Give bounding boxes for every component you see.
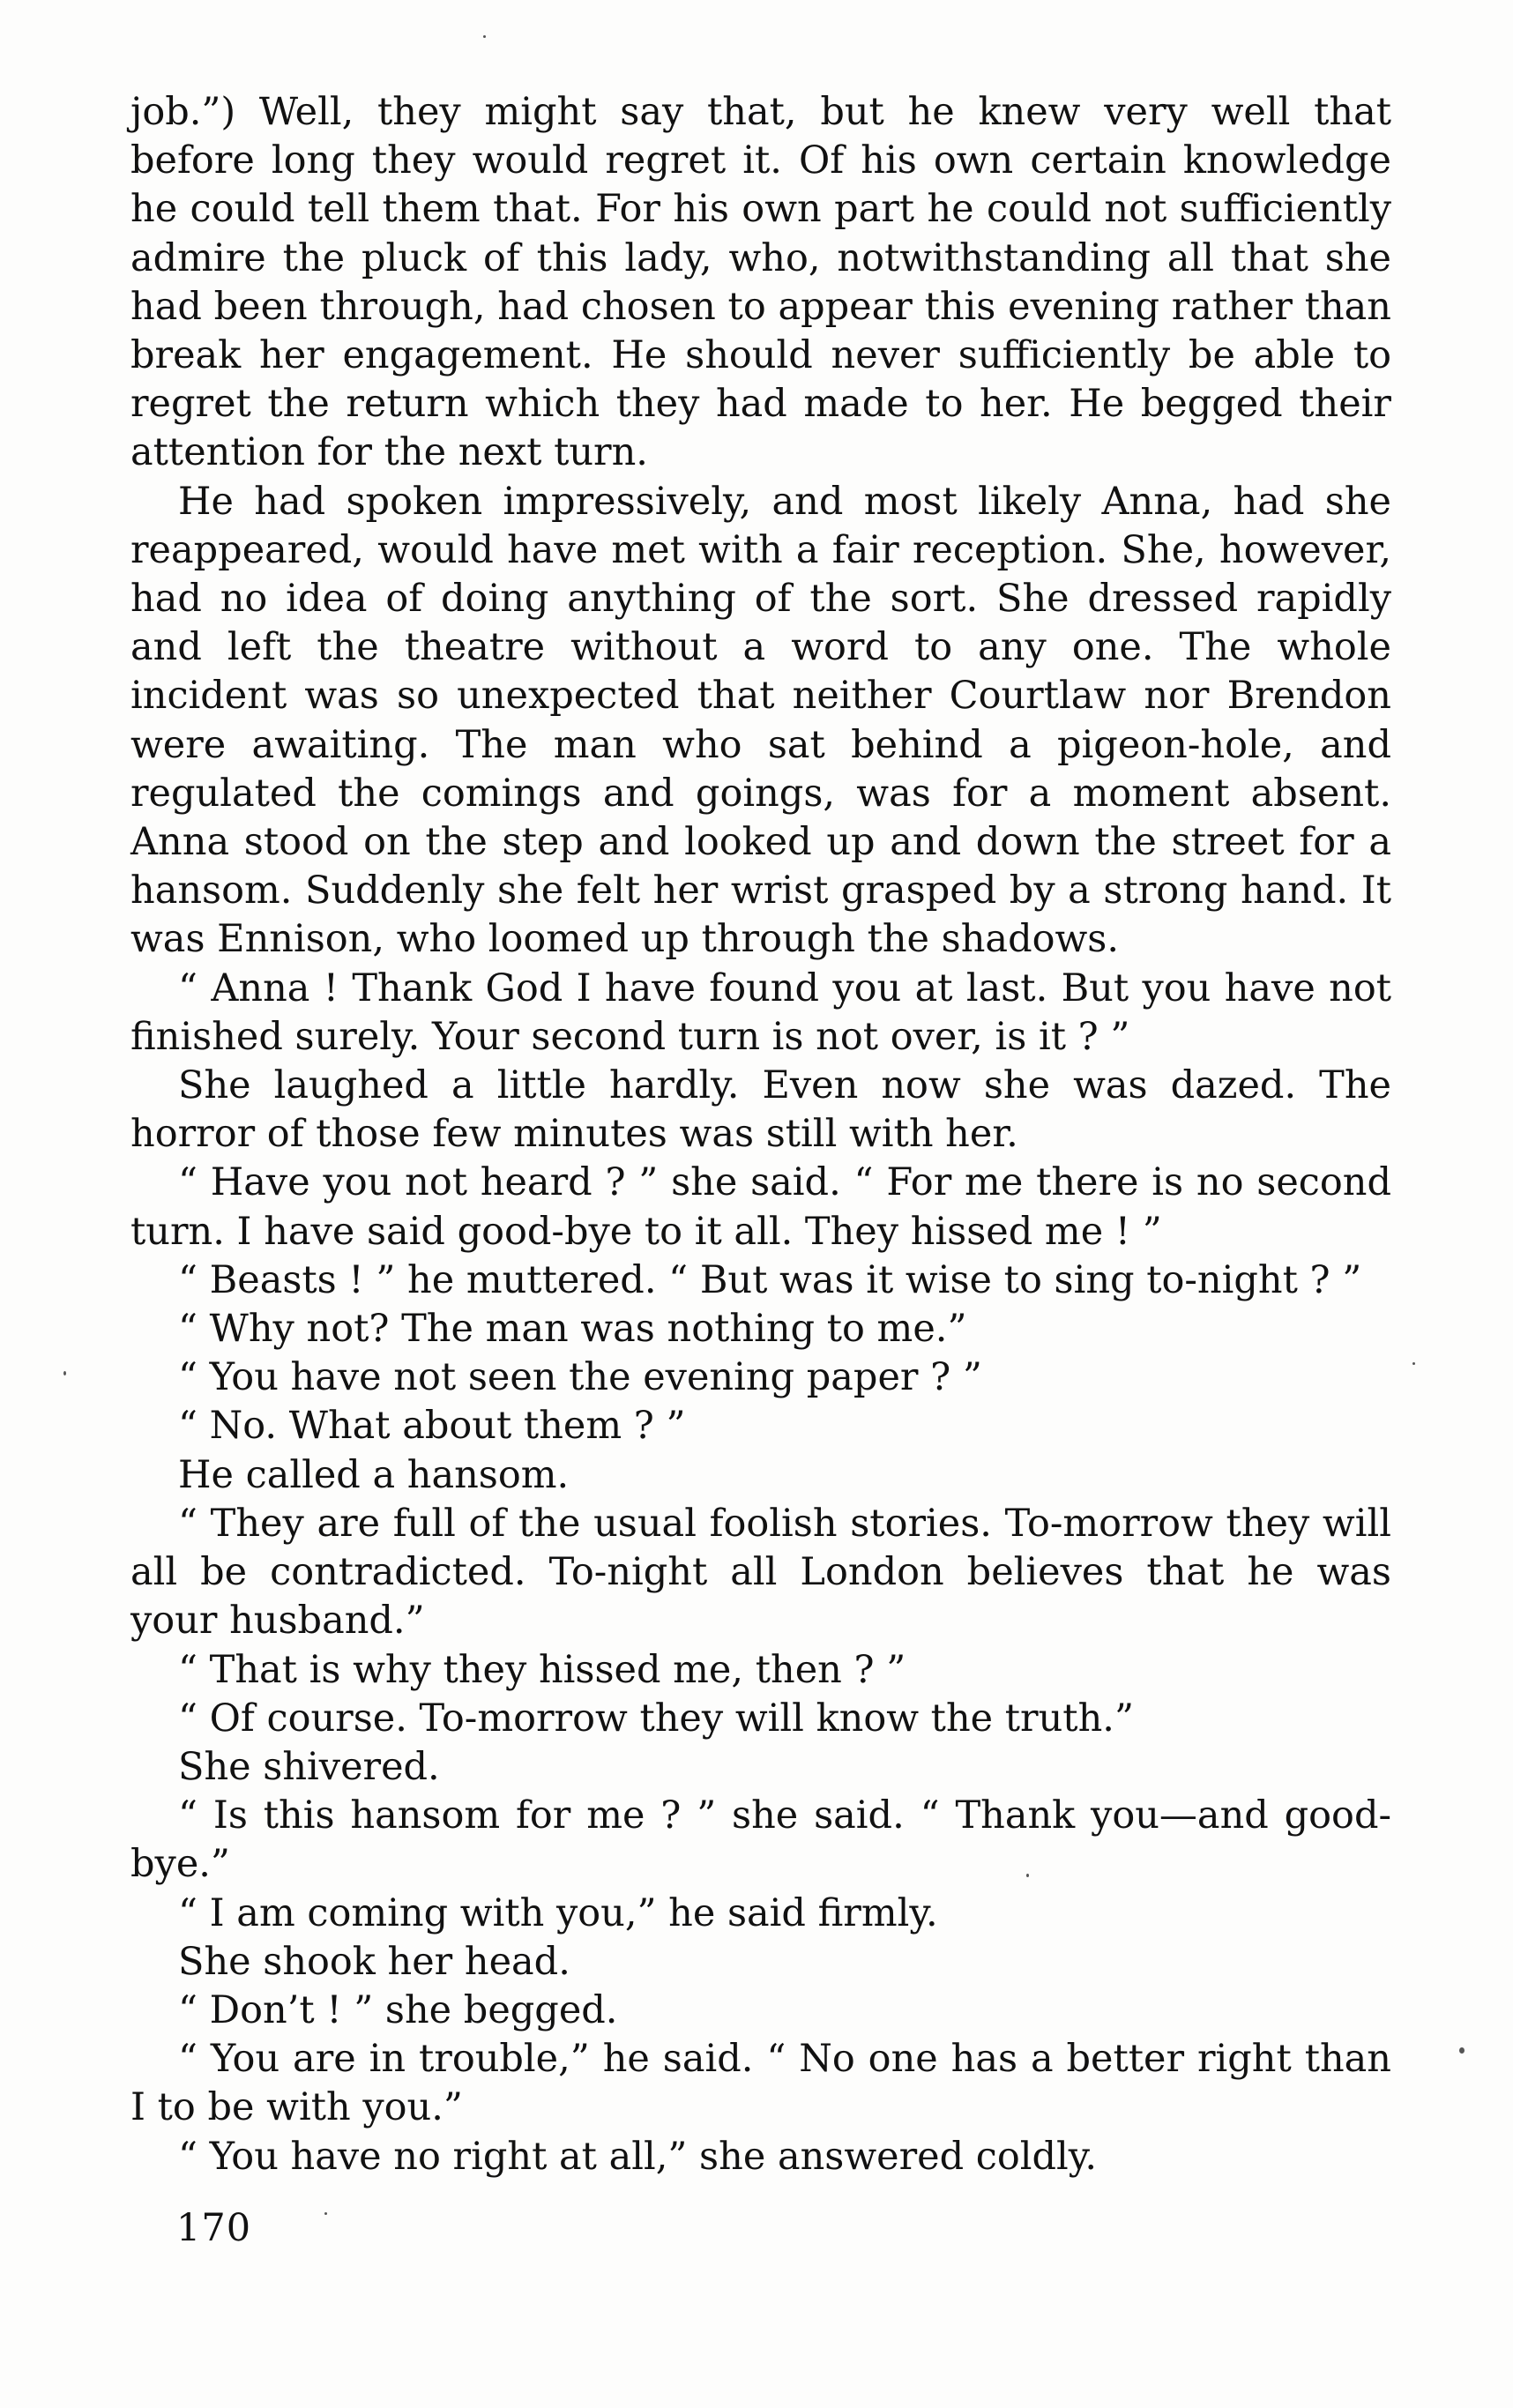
paragraph: He called a hansom. bbox=[178, 1452, 570, 1497]
paragraph: He had spoken impressively, and most likely Anna, had she reappeared, would have met with a fair reception. She, however, had no idea of doing anything of the sort. She dressed rapidly and left the theatre without a word to any one. The whole incident was so unexpected that neither Courtlaw nor Brendon were awaiting. The man who sat behind a pigeon-hole, and regulated the comings and goings, was for a moment absent. Anna stood on the step and looked up and down the street for a hansom. Suddenly she felt her wrist grasped by a strong hand. It was Ennison, who loomed up through the shadows. bbox=[130, 479, 1391, 962]
paragraph: “ Have you not heard ? ” she said. “ For me there is no second turn. I have said good-bye to it all. They hissed me ! ” bbox=[130, 1160, 1391, 1254]
body-text bbox=[130, 88, 1391, 2181]
paragraph: “ No. What about them ? ” bbox=[178, 1404, 686, 1449]
print-speck bbox=[1459, 2047, 1465, 2054]
paragraph: “ You are in trouble,” he said. “ No one has a better right than I to be with you.” bbox=[130, 2037, 1391, 2130]
paragraph: “ Why not? The man was nothing to me.” bbox=[178, 1307, 967, 1352]
paragraph: job.”) Well, they might say that, but he knew very well that before long they would regret it. Of his own certain knowledge he could tell them that. For his own part he could not sufficiently admire the pluck of this lady, who, notwithstanding all that she had been through, had chosen to appear this evening rather than break her engagement. He should never sufficiently be able to regret the return which they had made to her. He begged their attention for the next turn. bbox=[130, 90, 1391, 475]
print-speck bbox=[1026, 1874, 1029, 1877]
paragraph: “ Is this hansom for me ? ” she said. “ Thank you—and good-bye.” bbox=[130, 1793, 1391, 1887]
print-speck bbox=[324, 2212, 327, 2215]
print-speck bbox=[63, 1371, 66, 1375]
paragraph: She laughed a little hardly. Even now she was dazed. The horror of those few minutes was still with her. bbox=[130, 1063, 1391, 1157]
paragraph: “ Anna ! Thank God I have found you at last. But you have not finished surely. Your second turn is not over, is it ? ” bbox=[130, 965, 1391, 1059]
paragraph: She shook her head. bbox=[178, 1939, 570, 1984]
paragraph: “ I am coming with you,” he said firmly. bbox=[178, 1890, 938, 1935]
print-speck bbox=[483, 35, 486, 38]
paragraph: “ They are full of the usual foolish stories. To-morrow they will all be contradicted. To-night all London believes that he was your husband.” bbox=[130, 1501, 1391, 1644]
paragraph: “ That is why they hissed me, then ? ” bbox=[178, 1647, 906, 1692]
paragraph: “ You have not seen the evening paper ? ” bbox=[178, 1355, 982, 1400]
page-number: 170 bbox=[176, 2206, 252, 2250]
paragraph: “ Don’t ! ” she begged. bbox=[178, 1987, 618, 2032]
paragraph: “ Of course. To-morrow they will know the truth.” bbox=[178, 1696, 1134, 1741]
paragraph: “ You have no right at all,” she answered coldly. bbox=[178, 2134, 1098, 2179]
paragraph: “ Beasts ! ” he muttered. “ But was it wise to sing to-night ? ” bbox=[178, 1257, 1362, 1302]
paragraph: She shivered. bbox=[178, 1744, 440, 1789]
print-speck bbox=[1412, 1362, 1415, 1365]
